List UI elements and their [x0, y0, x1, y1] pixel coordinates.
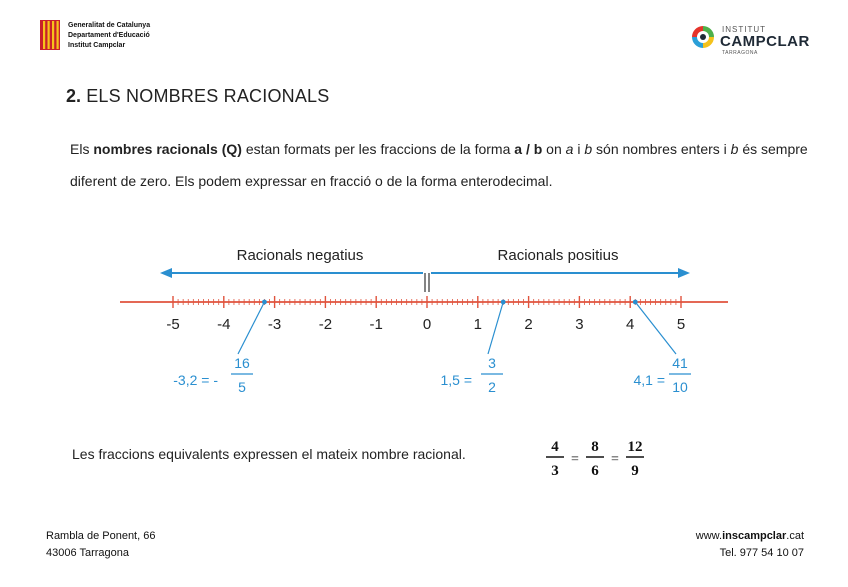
- equivalence-text: Les fraccions equivalents expressen el mateix nombre racional.: [72, 446, 466, 462]
- annotations: [173, 300, 691, 395]
- annotation-pointer: [635, 302, 676, 354]
- tick-label: 5: [676, 316, 686, 333]
- institution-line: Generalitat de Catalunya: [68, 22, 151, 29]
- number-line-diagram: [110, 235, 740, 410]
- equals-sign: =: [611, 452, 619, 467]
- para-var: b: [730, 141, 739, 157]
- tick-label: 0: [422, 316, 432, 333]
- direction-arrows: [160, 268, 690, 292]
- address-line: Rambla de Ponent, 66: [46, 530, 156, 542]
- tick-label: 2: [524, 316, 533, 333]
- equiv-denominator: 6: [591, 463, 599, 479]
- tick-labels: [166, 316, 685, 333]
- web-prefix: www.: [695, 530, 723, 542]
- equiv-denominator: 3: [551, 463, 559, 479]
- institution-line: Departament d'Educació: [68, 32, 150, 39]
- tick-label: -5: [166, 316, 180, 333]
- annotation-decimal: -3,2 = -: [173, 372, 218, 388]
- generalitat-logo-icon: [40, 20, 60, 50]
- arrow-head-right-icon: [678, 268, 690, 278]
- tick-label: -2: [318, 316, 333, 333]
- equivalent-fractions: [545, 433, 655, 483]
- footer-contact: [696, 528, 804, 562]
- tick-label: 4: [626, 316, 635, 333]
- tick-label: -3: [267, 316, 282, 333]
- annotation-pointer: [238, 302, 264, 354]
- equiv-numerator: 8: [591, 439, 599, 455]
- phone-number: Tel. 977 54 10 07: [719, 547, 804, 559]
- para-text: on: [542, 141, 566, 157]
- annotation-numerator: 41: [672, 355, 688, 371]
- annotation-denominator: 10: [672, 379, 688, 395]
- footer-address: [46, 528, 155, 562]
- intro-paragraph: [70, 133, 810, 197]
- institution-lines: [68, 21, 150, 51]
- para-text: i: [573, 141, 585, 157]
- address-line: 43006 Tarragona: [46, 547, 129, 559]
- para-term: nombres racionals (Q): [93, 141, 242, 157]
- institution-line: Institut Campclar: [68, 42, 126, 49]
- section-title: ELS NOMBRES RACIONALS: [81, 86, 330, 106]
- para-text: estan formats per les fraccions de la forma: [241, 141, 515, 157]
- equiv-numerator: 4: [551, 439, 559, 455]
- annotation-decimal: 1,5 =: [440, 372, 472, 388]
- annotation-denominator: 5: [238, 379, 246, 395]
- section-number: 2.: [66, 86, 82, 106]
- para-var: b: [584, 141, 593, 157]
- page-title: [66, 86, 329, 107]
- arrow-head-left-icon: [160, 268, 172, 278]
- web-bold: inscampclar: [722, 530, 787, 542]
- tick-label: -1: [369, 316, 383, 333]
- equals-sign: =: [571, 452, 579, 467]
- negative-label: Racionals negatius: [236, 247, 364, 264]
- logo-city: TARRAGONA: [722, 50, 758, 56]
- para-text: són nombres enters i: [592, 141, 731, 157]
- para-form: a / b: [514, 141, 543, 157]
- website-link[interactable]: [696, 528, 804, 545]
- tick-label: 3: [575, 316, 584, 333]
- annotation-decimal: 4,1 =: [633, 372, 665, 388]
- annotation-denominator: 2: [488, 379, 496, 395]
- tick-label: 1: [473, 316, 482, 333]
- positive-label: Racionals positius: [497, 247, 619, 264]
- logo-name: CAMPCLAR: [720, 33, 810, 50]
- tick-label: -4: [217, 316, 231, 333]
- equiv-numerator: 12: [627, 439, 643, 455]
- para-text: Els: [70, 141, 94, 157]
- annotation-numerator: 16: [234, 355, 250, 371]
- annotation-numerator: 3: [488, 355, 496, 371]
- campclar-logo-icon: [690, 24, 716, 50]
- para-var: a: [565, 141, 574, 157]
- annotation-pointer: [488, 302, 503, 354]
- logo-small-text: INSTITUT: [722, 25, 766, 34]
- para-text: és sempre diferent de zero. Els podem expressar en fracció o de la forma enterodecimal.: [70, 141, 808, 189]
- equiv-denominator: 9: [631, 463, 639, 479]
- web-suffix: .cat: [786, 530, 804, 542]
